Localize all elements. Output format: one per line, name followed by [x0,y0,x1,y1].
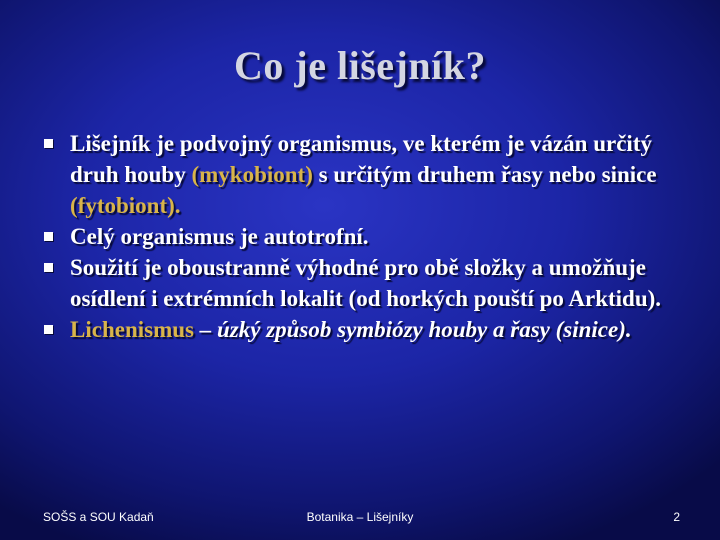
bullet-item-4 [44,314,694,345]
bullet-list [44,128,694,345]
bullet-1-text-b: s určitým druhem řasy nebo sinice [312,162,657,187]
bullet-1-text-a: Lišejník je podvojný organismus, ve kterém je vázán určitý druh houby [70,131,652,187]
fytobiont-term: (fytobiont). [70,193,181,218]
page-number: 2 [673,510,680,524]
square-bullet-icon [44,325,53,334]
bullet-2-text: Celý organismus je autotrofní. [70,224,369,249]
square-bullet-icon [44,263,53,272]
square-bullet-icon [44,232,53,241]
bullet-item-1 [44,128,694,221]
footer-school: SOŠS a SOU Kadaň [43,510,154,524]
bullet-4-text: – úzký způsob symbiózy houby a řasy (sinice). [193,317,632,342]
bullet-3-text: Soužití je oboustranně výhodné pro obě složky a umožňuje osídlení i extrémních lokalit (od horkých pouští po Arktidu). [70,255,662,311]
mykobiont-term: (mykobiont) [191,162,313,187]
footer-subject: Botanika – Lišejníky [306,510,414,524]
bullet-item-2 [44,221,694,252]
bullet-item-3 [44,252,694,314]
lichenismus-term: Lichenismus [70,317,194,342]
square-bullet-icon [44,139,53,148]
slide-title: Co je lišejník? [234,43,486,88]
